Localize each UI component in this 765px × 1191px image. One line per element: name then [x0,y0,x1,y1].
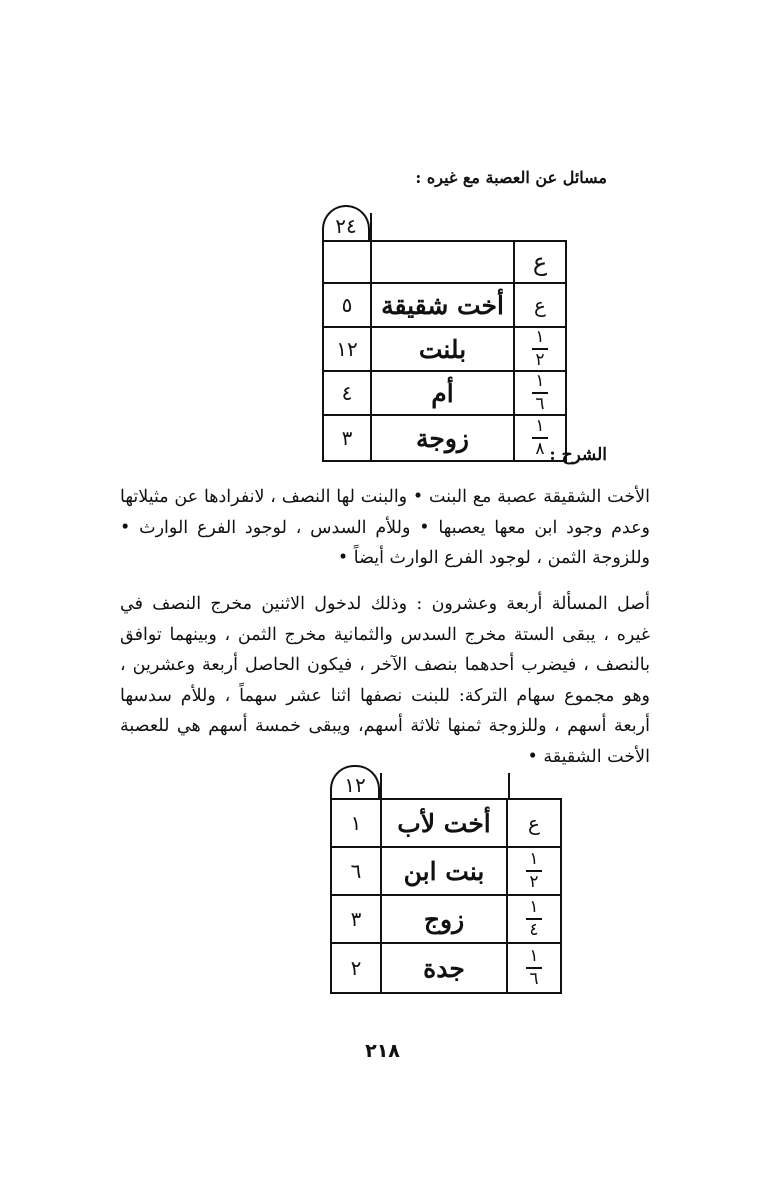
inheritance-table-1 [322,205,567,462]
inheritance-table-2 [330,765,562,994]
heir-cell: زوجة [372,416,515,460]
fraction-cell: $\frac{١}{٢}$ [508,848,560,896]
mark-cell: ع [508,800,560,848]
heir-cell [372,240,515,284]
paragraph-1: الأخت الشقيقة عصبة مع البنت • والبنت لها النصف ، لانفرادها عن مثيلاتها وعدم وجود ابن معها يعصبها • وللأم السدس ، لوجود الفرع الوارث • وللزوجة الثمن ، لوجود الفرع الوارث أيضاً • [120,487,650,568]
header-divider [380,773,382,798]
page-number: ٢١٨ [365,1040,400,1062]
share-cell [324,240,372,284]
share-cell: ٢ [332,944,382,992]
table-header [322,205,567,240]
mark-cell: ع [515,284,565,328]
fraction-cell: $\frac{١}{٦}$ [515,372,565,416]
fraction-cell: $\frac{١}{٤}$ [508,896,560,944]
heir-cell: أم [372,372,515,416]
header-divider [370,213,372,240]
share-cell: ٣ [332,896,382,944]
header-divider [508,773,510,798]
share-cell: ٤ [324,372,372,416]
section-heading: مسائل عن العصبة مع غيره : [415,168,607,187]
heir-cell: جدة [382,944,508,992]
explanation-label: الشرح : [549,445,607,465]
share-cell: ٦ [332,848,382,896]
share-cell: ٣ [324,416,372,460]
heir-cell: أخت لأب [382,800,508,848]
heir-cell: بلنت [372,328,515,372]
share-cell: ١٢ [324,328,372,372]
table-body [330,798,562,994]
table-header [330,765,562,798]
heir-cell: أخت شقيقة [372,284,515,328]
table-body [322,240,567,462]
share-cell: ١ [332,800,382,848]
share-cell: ٥ [324,284,372,328]
paragraph-2: أصل المسألة أربعة وعشرون : وذلك لدخول الاثنين مخرج النصف في غيره ، يبقى الستة مخرج السدس والثمانية مخرج الثمن ، وبينهما توافق بالنصف ، فيضرب أحدهما بنصف الآخر ، فيكون الحاصل أربعة وعشرين ، وهو مجموع سهام التركة: للبنت نصفها اثنا عشر سهماً ، وللأم سدسها أربعة أسهم ، وللزوجة ثمنها ثلاثة أسهم، ويبقى خمسة أسهم هي للعصبة الأخت الشقيقة • [120,594,650,767]
mark-cell: ع [515,240,565,284]
base-number: ١٢ [330,765,380,798]
fraction-cell: $\frac{١}{٢}$ [515,328,565,372]
heir-cell: زوج [382,896,508,944]
base-number: ٢٤ [322,205,370,240]
fraction-cell: $\frac{١}{٦}$ [508,944,560,992]
heir-cell: بنت ابن [382,848,508,896]
fraction-cell: $\frac{١}{٨}$ [515,416,565,460]
